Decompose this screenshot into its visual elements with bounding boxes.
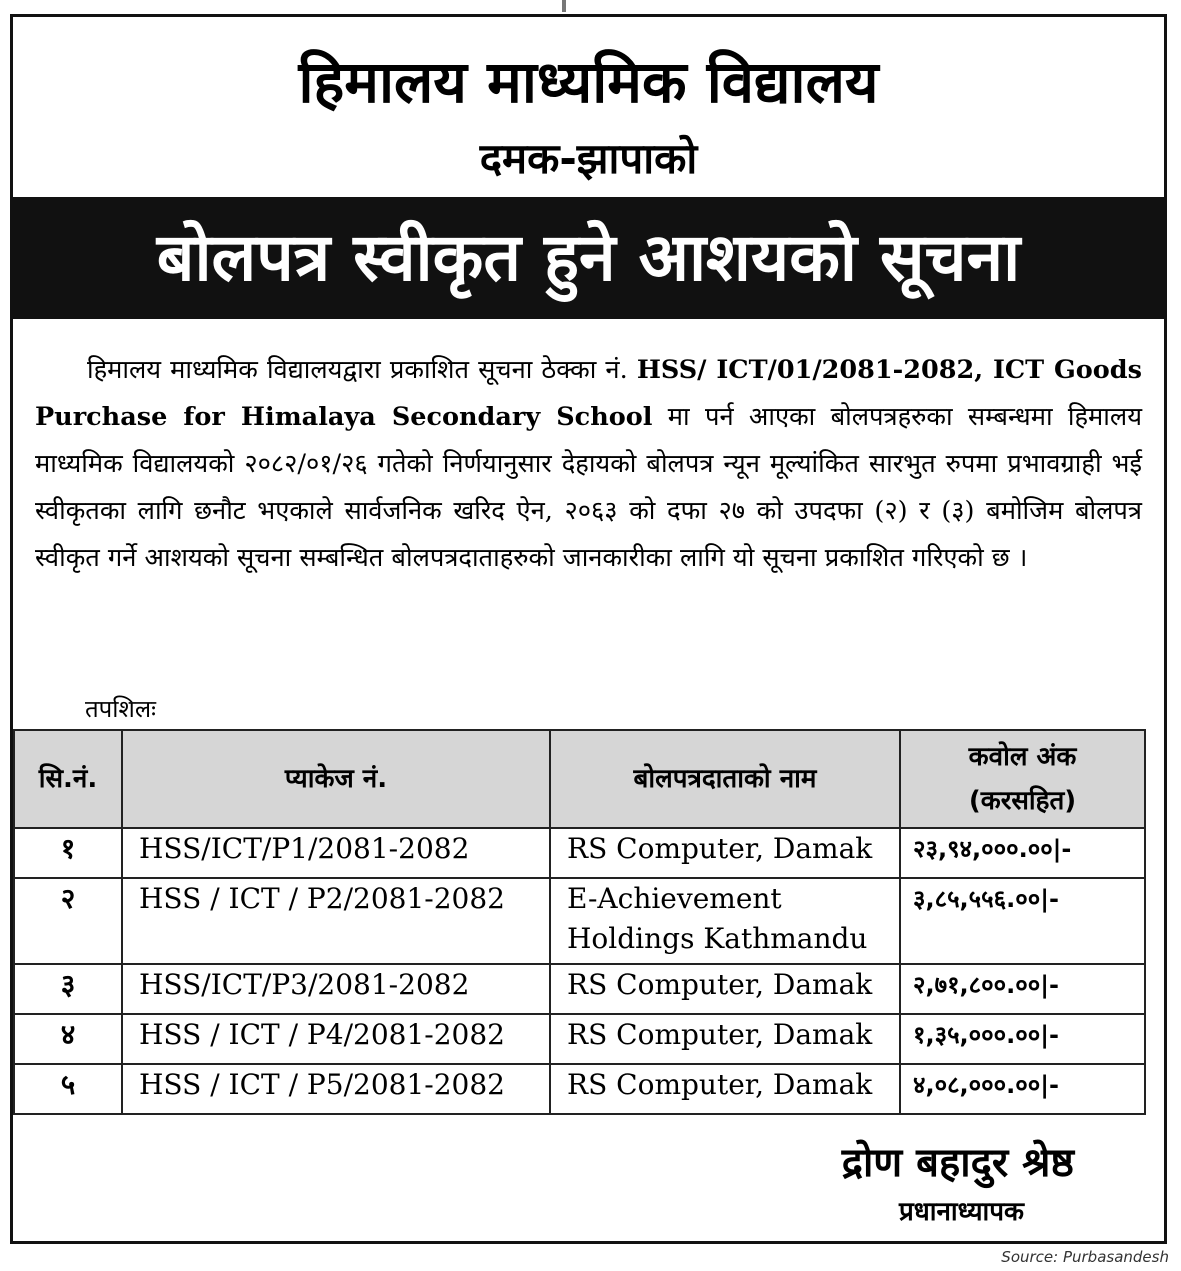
contract-reference: HSS/ ICT/01/2081-2082, ICT Goods Purchase for Himalaya Secondary School (35, 355, 1142, 432)
row-package: HSS / ICT / P5/2081-2082 (122, 1064, 550, 1114)
row-sn: ३ (14, 964, 122, 1014)
row-sn: ५ (14, 1064, 122, 1114)
table-row (14, 964, 1145, 1014)
table-header-row (14, 730, 1145, 828)
bid-table (13, 729, 1146, 1115)
notice-title: बोलपत्र स्वीकृत हुने आशयको सूचना (13, 197, 1164, 319)
header-amount-line1: कवोल अंक (968, 742, 1077, 772)
row-bidder: RS Computer, Damak (550, 828, 900, 878)
row-package: HSS / ICT / P2/2081-2082 (122, 878, 550, 964)
row-amount: २,७१,८००.००|- (900, 964, 1145, 1014)
row-sn: ४ (14, 1014, 122, 1064)
school-location: दमक-झापाको (479, 134, 698, 183)
table-row (14, 1064, 1145, 1114)
row-sn: २ (14, 878, 122, 964)
details-label: तपशिलः (85, 695, 156, 723)
notice-body (35, 347, 1142, 582)
table-row (14, 1014, 1145, 1064)
row-bidder: RS Computer, Damak (550, 1014, 900, 1064)
row-amount: ४,०८,०००.००|- (900, 1064, 1145, 1114)
top-tick-mark (562, 0, 566, 12)
row-amount: १,३५,०००.००|- (900, 1014, 1145, 1064)
row-amount: ३,८५,५५६.००|- (900, 878, 1145, 964)
header-amount (900, 730, 1145, 828)
row-sn: १ (14, 828, 122, 878)
table-row (14, 878, 1145, 964)
notice-header (13, 17, 1164, 197)
header-bidder: बोलपत्रदाताको नाम (550, 730, 900, 828)
table-row (14, 828, 1145, 878)
row-amount: २३,९४,०००.००|- (900, 828, 1145, 878)
row-package: HSS / ICT / P4/2081-2082 (122, 1014, 550, 1064)
row-bidder: E-Achievement Holdings Kathmandu (550, 878, 900, 964)
header-package: प्याकेज नं. (122, 730, 550, 828)
notice-frame (10, 14, 1167, 1244)
row-bidder: RS Computer, Damak (550, 964, 900, 1014)
header-amount-line2: (करसहित) (968, 786, 1077, 816)
row-package: HSS/ICT/P1/2081-2082 (122, 828, 550, 878)
signatory-title: प्रधानाध्यापक (898, 1197, 1024, 1227)
row-bidder: RS Computer, Damak (550, 1064, 900, 1114)
school-name: हिमालय माध्यमिक विद्यालय (298, 48, 879, 116)
body-text-intro: हिमालय माध्यमिक विद्यालयद्वारा प्रकाशित सूचना ठेक्का नं. (87, 355, 628, 385)
signatory-name: द्रोण बहादुर श्रेष्ठ (841, 1140, 1074, 1186)
header-sn: सि.नं. (14, 730, 122, 828)
body-text-main: मा पर्न आएका बोलपत्रहरुका सम्बन्धमा हिमालय माध्यमिक विद्यालयको २०८२/०१/२६ गतेको निर्णयानुसार देहायको बोलपत्र न्यून मूल्यांकित सारभुत रुपमा प्रभावग्राही भई स्वीकृतका लागि छनौट भएकाले सार्वजनिक खरिद ऐन, २०६३ को दफा २७ को उपदफा (२) र (३) बमोजिम बोलपत्र स्वीकृत गर्ने आशयको सूचना सम्बन्धित बोलपत्रदाताहरुको जानकारीका लागि यो सूचना प्रकाशित गरिएको छ । (35, 402, 1142, 573)
source-credit: Source: Purbasandesh (1001, 1248, 1169, 1266)
row-package: HSS/ICT/P3/2081-2082 (122, 964, 550, 1014)
